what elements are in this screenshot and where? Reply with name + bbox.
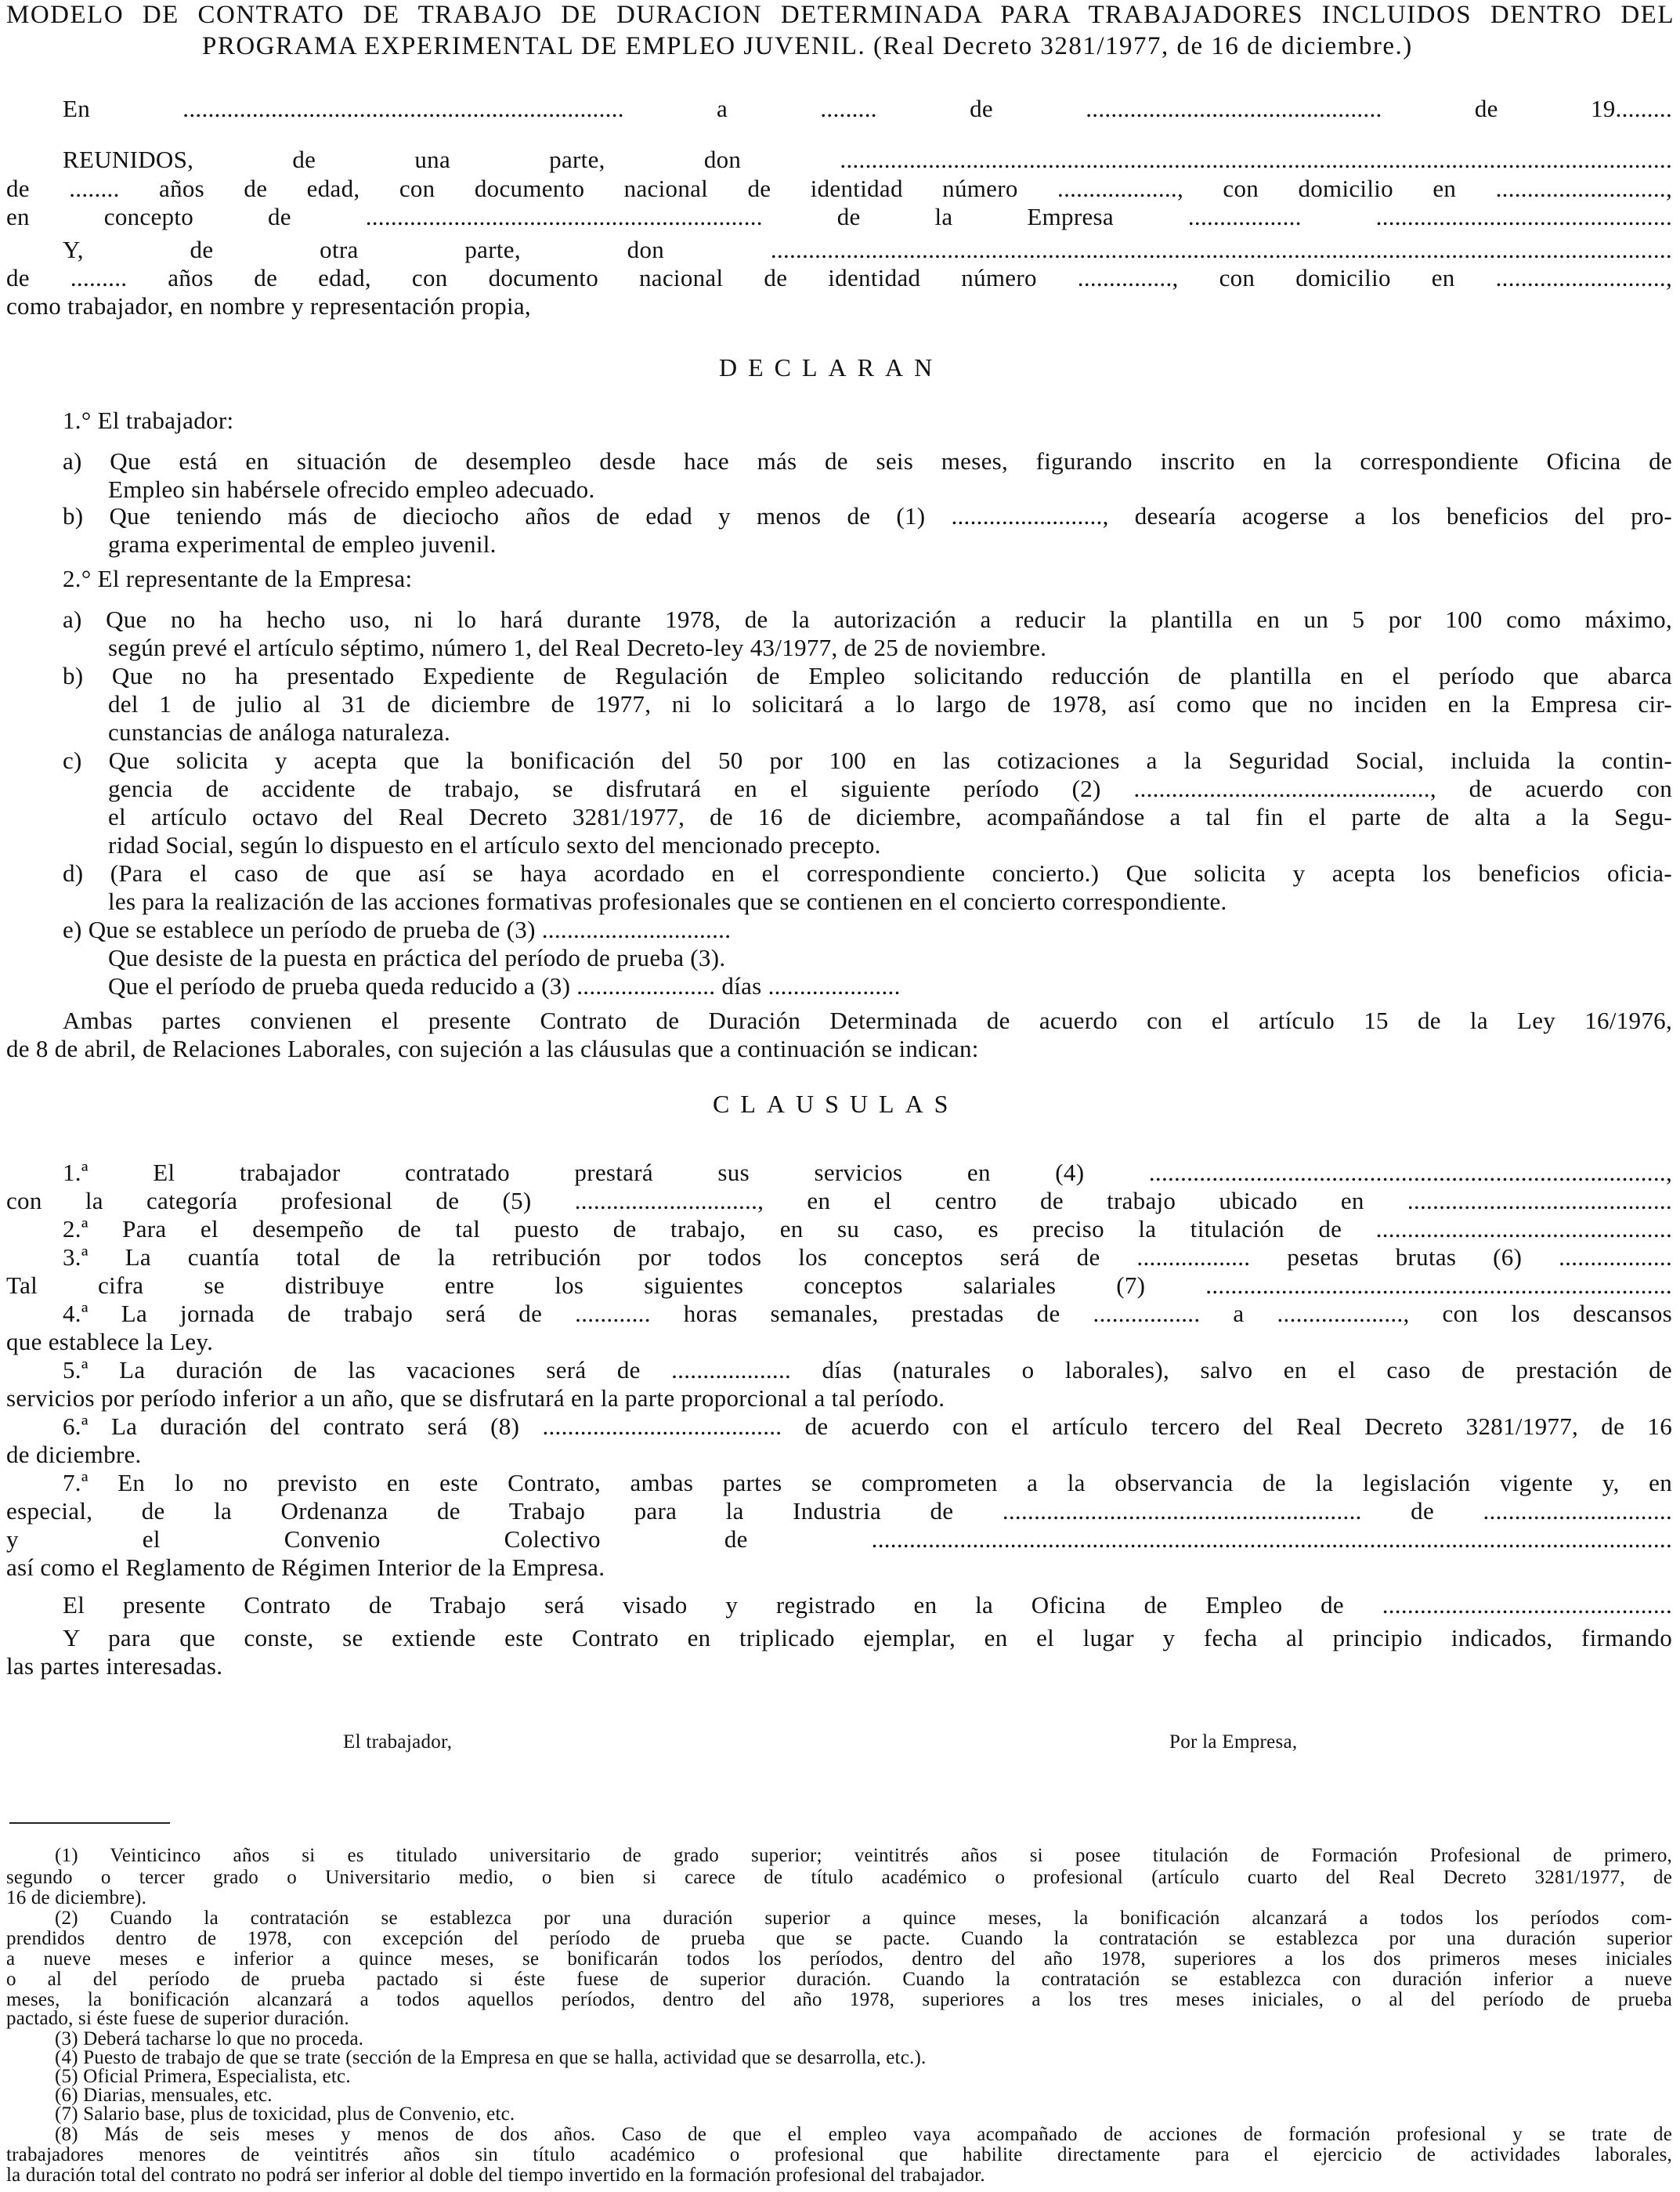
footnote-line: meses, la bonificación alcanzará a todos aquellos períodos, dentro del año 1978, superiores a los tres meses iniciales, o al del período de prueba [6, 1989, 1672, 2010]
clause-line: así como el Reglamento de Régimen Interior de la Empresa. [6, 1554, 605, 1581]
declaration-line: les para la realización de las acciones formativas profesionales que se contienen en el concierto correspondiente. [108, 888, 1227, 915]
declaration-line: 2.° El representante de la Empresa: [63, 565, 413, 592]
declaration-line: d) (Para el caso de que así se haya acordado en el correspondiente concierto.) Que solicita y acepta los beneficios oficia- [63, 859, 1672, 887]
declaration-line: b) Que no ha presentado Expediente de Regulación de Empleo solicitando reducción de plantilla en el período que abarca [63, 662, 1672, 689]
declaration-line: el artículo octavo del Real Decreto 3281/1977, de 16 de diciembre, acompañándose a tal fin el parte de alta a la Segu- [108, 803, 1672, 830]
declaration-line: 1.° El trabajador: [63, 407, 234, 434]
footnote-line: (8) Más de seis meses y menos de dos años. Caso de que el empleo vaya acompañado de acciones de formación profesional y se trate de [55, 2124, 1672, 2145]
footnote-line: a nueve meses e inferior a quince meses, se bonificarán todos los períodos, dentro del año 1978, superiores a los dos primeros meses iniciales [6, 1948, 1672, 1970]
intro-line: En ...................................................................... a ......... de ............................................... de 19......... [63, 95, 1672, 122]
clause-line: 7.ª En lo no previsto en este Contrato, ambas partes se comprometen a la observancia de la legislación vigente y, en [63, 1469, 1672, 1496]
section-heading-declaran: DECLARAN [719, 353, 944, 382]
intro-line: Y, de otra parte, don ............................................................................................................................................... [63, 236, 1672, 263]
declaration-line: de 8 de abril, de Relaciones Laborales, con sujeción a las cláusulas que a continuación se indican: [6, 1035, 979, 1062]
clause-line: 2.ª Para el desempeño de tal puesto de trabajo, en su caso, es preciso la titulación de ............................................... [63, 1215, 1672, 1242]
signature-company: Por la Empresa, [1169, 1731, 1298, 1753]
footnote-line: (5) Oficial Primera, Especialista, etc. [55, 2066, 351, 2087]
clause-line: y el Convenio Colectivo de ............................................................................................................................... [6, 1525, 1672, 1553]
footnote-line: o al del período de prueba pactado si éste fuese de superior duración. Cuando la contratación se establezca con duración inferior a nueve [6, 1969, 1672, 1990]
clause-line: El presente Contrato de Trabajo será visado y registrado en la Oficina de Empleo de .............................................. [63, 1591, 1672, 1619]
intro-line: en concepto de ............................................................... de la Empresa .................. ............................................... [6, 203, 1672, 230]
footnote-divider [9, 1822, 170, 1824]
signature-worker: El trabajador, [343, 1731, 453, 1753]
footnote-line: segundo o tercer grado o Universitario medio, o bien si carece de título académico o profesional (artículo cuarto del Real Decreto 3281/1977, de [6, 1867, 1672, 1888]
clause-line: 3.ª La cuantía total de la retribución por todos los conceptos será de .................. pesetas brutas (6) .................. [63, 1243, 1672, 1271]
declaration-line: ridad Social, según lo dispuesto en el artículo sexto del mencionado precepto. [108, 831, 881, 859]
clause-line: que establece la Ley. [6, 1328, 214, 1355]
declaration-line: a) Que no ha hecho uso, ni lo hará durante 1978, de la autorización a reducir la plantilla en un 5 por 100 como máximo, [63, 606, 1672, 633]
declaration-line: Empleo sin habérsele ofrecido empleo adecuado. [108, 476, 595, 503]
footnote-line: la duración total del contrato no podrá ser inferior al doble del tiempo invertido en la formación profesional del trabajador. [6, 2165, 985, 2186]
declaration-line: cunstancias de análoga naturaleza. [108, 718, 451, 746]
footnote-line: (7) Salario base, plus de toxicidad, plus de Convenio, etc. [55, 2103, 515, 2125]
clause-line: de diciembre. [6, 1441, 142, 1468]
intro-line: de ......... años de edad, con documento nacional de identidad número ..............., con domicilio en ..........................., [6, 264, 1672, 291]
clause-line: Y para que conste, se extiende este Contrato en triplicado ejemplar, en el lugar y fecha al principio indicados, firmando [63, 1624, 1672, 1651]
declaration-line: según prevé el artículo séptimo, número 1, del Real Decreto-ley 43/1977, de 25 de noviembre. [108, 634, 1047, 661]
footnote-line: (2) Cuando la contratación se establezca por una duración superior a quince meses, la bonificación alcanzará a todos los períodos com- [55, 1908, 1672, 1929]
clause-line: con la categoría profesional de (5) ............................., en el centro de trabajo ubicado en .......................................... [6, 1187, 1672, 1214]
clause-line: las partes interesadas. [6, 1652, 223, 1680]
intro-line: de ........ años de edad, con documento nacional de identidad número ..................., con domicilio en ..........................., [6, 175, 1672, 202]
declaration-line: Ambas partes convienen el presente Contrato de Duración Determinada de acuerdo con el artículo 15 de la Ley 16/1976, [63, 1007, 1672, 1034]
declaration-line: Que desiste de la puesta en práctica del período de prueba (3). [108, 944, 726, 971]
footnote-line: (4) Puesto de trabajo de que se trate (sección de la Empresa en que se halla, actividad que se desarrolla, etc.). [55, 2047, 927, 2068]
clause-line: 1.ª El trabajador contratado prestará sus servicios en (4) .................................................................................., [63, 1159, 1672, 1186]
footnote-line: 16 de diciembre). [6, 1887, 147, 1908]
intro-line: como trabajador, en nombre y representación propia, [6, 292, 531, 320]
declaration-line: a) Que está en situación de desempleo desde hace más de seis meses, figurando inscrito en la correspondiente Oficina de [63, 447, 1672, 475]
footnote-line: (1) Veinticinco años si es titulado universitario de grado superior; veintitrés años si posee titulación de Formación Profesional de primero, [55, 1845, 1672, 1866]
declaration-line: Que el período de prueba queda reducido a (3) ...................... días ..................... [108, 972, 901, 1000]
clause-line: especial, de la Ordenanza de Trabajo para la Industria de ......................................................... de .............................. [6, 1497, 1672, 1525]
clause-line: servicios por período inferior a un año, que se disfrutará en la parte proporcional a tal período. [6, 1384, 945, 1412]
intro-line: REUNIDOS, de una parte, don .................................................................................................................................... [63, 146, 1672, 173]
document-title: PROGRAMA EXPERIMENTAL DE EMPLEO JUVENIL. (Real Decreto 3281/1977, de 16 de diciembre.) [202, 32, 1413, 60]
declaration-line: grama experimental de empleo juvenil. [108, 530, 497, 558]
clause-line: 5.ª La duración de las vacaciones será de ................... días (naturales o laborales), salvo en el caso de prestación de [63, 1356, 1672, 1384]
clause-line: Tal cifra se distribuye entre los siguientes conceptos salariales (7) .......................................................................... [6, 1271, 1672, 1299]
footnote-line: pactado, si éste fuese de superior duración. [6, 2008, 349, 2029]
footnote-line: (6) Diarias, mensuales, etc. [55, 2085, 273, 2106]
declaration-line: del 1 de julio al 31 de diciembre de 1977, ni lo solicitará a lo largo de 1978, así como que no inciden en la Empresa cir- [108, 690, 1672, 718]
section-heading-clausulas: CLAUSULAS [713, 1090, 959, 1118]
declaration-line: c) Que solicita y acepta que la bonificación del 50 por 100 en las cotizaciones a la Seguridad Social, incluida la contin- [63, 747, 1672, 774]
declaration-line: e) Que se establece un período de prueba de (3) .............................. [63, 916, 732, 943]
declaration-line: gencia de accidente de trabajo, se disfrutará en el siguiente período (2) ..............................................., de acuerdo con [108, 775, 1672, 802]
clause-line: 4.ª La jornada de trabajo será de ............ horas semanales, prestadas de ................. a ...................., con los descansos [63, 1300, 1672, 1327]
footnote-line: (3) Deberá tacharse lo que no proceda. [55, 2028, 364, 2049]
footnote-line: prendidos dentro de 1978, con excepción del período de prueba que se pacte. Cuando la contratación se establezca por una duración superior [6, 1928, 1672, 1949]
declaration-line: b) Que teniendo más de dieciocho años de edad y menos de (1) ........................, desearía acogerse a los beneficios del pro- [63, 502, 1672, 530]
document-title: MODELO DE CONTRATO DE TRABAJO DE DURACION DETERMINADA PARA TRABAJADORES INCLUIDOS DENTRO DEL [6, 1, 1675, 29]
clause-line: 6.ª La duración del contrato será (8) ...................................... de acuerdo con el artículo tercero del Real Decreto 3281/1977, de 16 [63, 1413, 1672, 1440]
footnote-line: trabajadores menores de veintitrés años sin título académico o profesional que habilite directamente para el ejercicio de actividades laborales, [6, 2144, 1672, 2165]
